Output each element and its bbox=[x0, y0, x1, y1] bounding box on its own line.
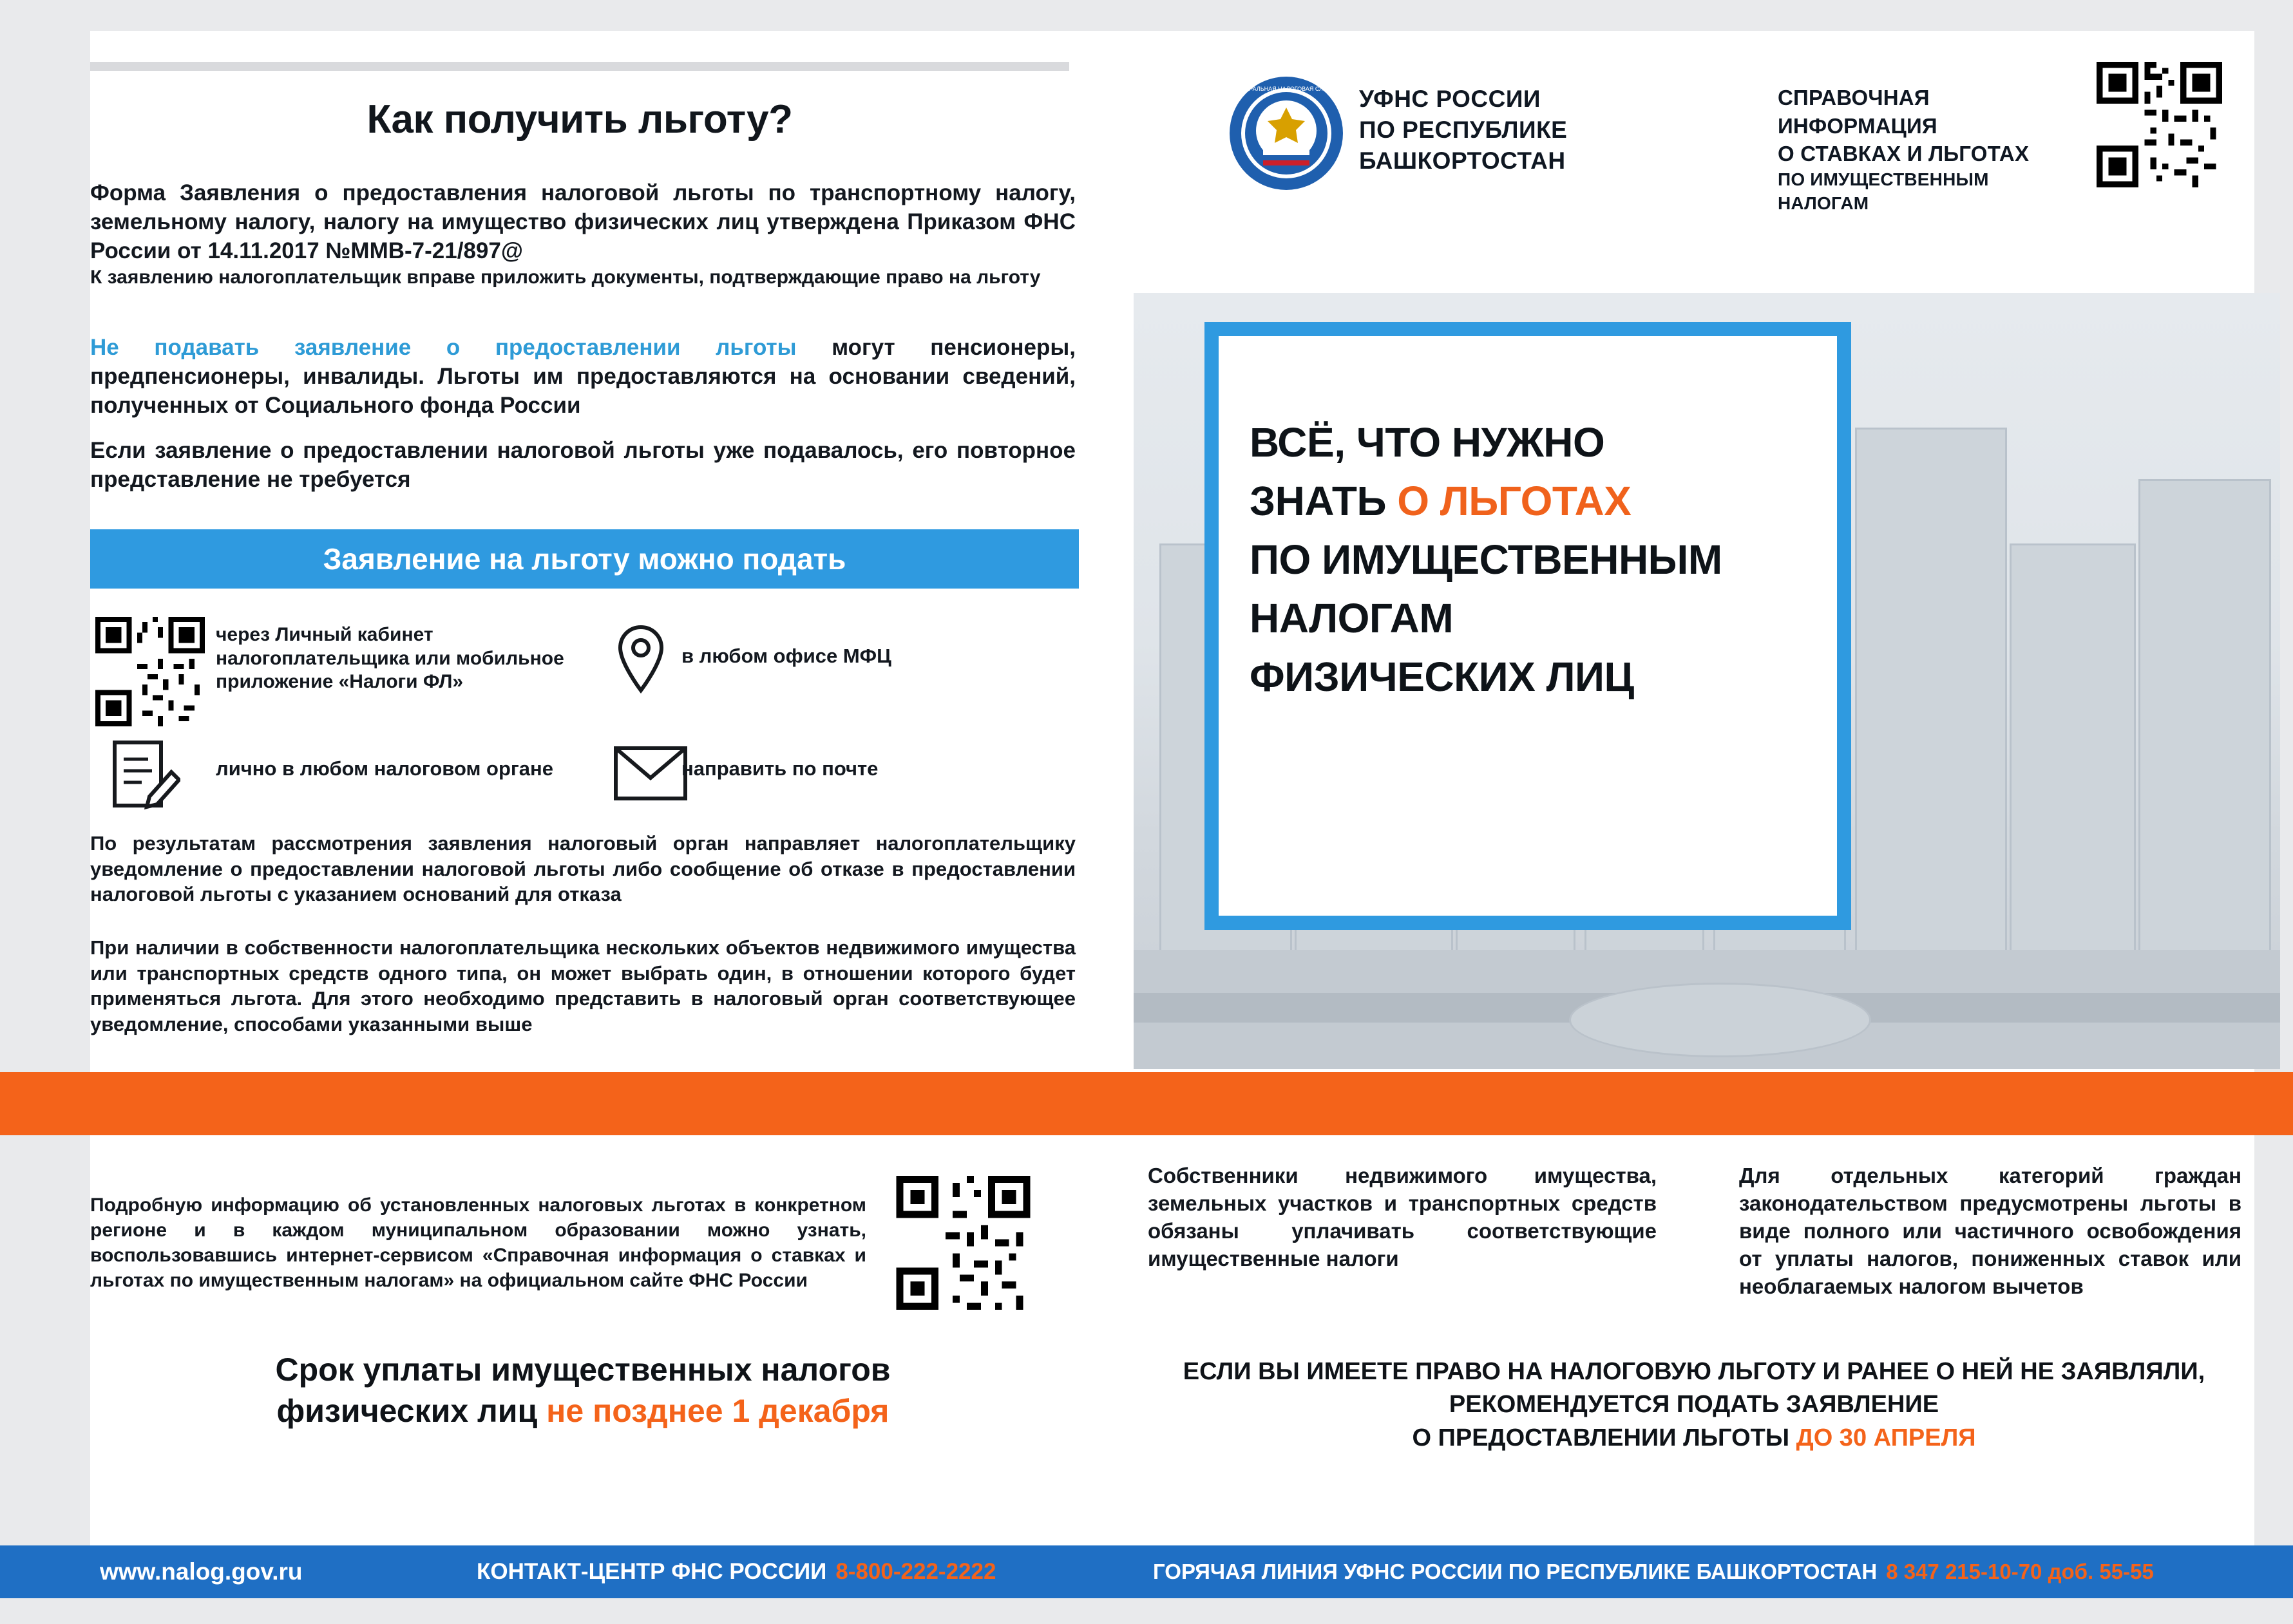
frame-bottom bbox=[0, 1598, 2293, 1624]
svg-text:ФЕДЕРАЛЬНАЯ НАЛОГОВАЯ СЛУЖБА: ФЕДЕРАЛЬНАЯ НАЛОГОВАЯ СЛУЖБА bbox=[1233, 86, 1340, 92]
fns-emblem-icon bbox=[1227, 74, 1346, 193]
method-label-lk: через Личный кабинет налогоплательщика или мобильное приложение «Налоги ФЛ» bbox=[216, 624, 564, 693]
footer-hotline bbox=[1153, 1545, 2154, 1598]
recommendation-note bbox=[1134, 1355, 2254, 1455]
building bbox=[2138, 479, 2271, 959]
hero-line-2b: О ЛЬГОТАХ bbox=[1397, 477, 1632, 524]
method-label-mfc: в любом офисе МФЦ bbox=[681, 645, 891, 667]
hero-plaza bbox=[1569, 983, 1871, 1057]
envelope-icon bbox=[612, 741, 689, 805]
section-banner-label: Заявление на льготу можно подать bbox=[323, 542, 846, 576]
paragraph-attach-documents: К заявлению налогоплательщик вправе приложить документы, подтверждающие право на льготу bbox=[90, 267, 1041, 288]
hero-line-3: ПО ИМУЩЕСТВЕННЫМ bbox=[1250, 536, 1722, 583]
hero-headline bbox=[1250, 413, 1816, 706]
reference-line-2: О СТАВКАХ И ЛЬГОТАХ bbox=[1778, 142, 2030, 166]
recommendation-line-3 bbox=[1134, 1422, 2254, 1455]
method-label-mail: направить по почте bbox=[681, 757, 879, 780]
method-label-tax-office: лично в любом налоговом органе bbox=[216, 757, 554, 780]
building bbox=[2010, 543, 2136, 959]
recommendation-line-2: РЕКОМЕНДУЕТСЯ ПОДАТЬ ЗАЯВЛЕНИЕ bbox=[1449, 1391, 1939, 1419]
lower-categories-text: Для отдельных категорий граждан законодательством предусмотрены льготы в виде полного или частичного освобождения от уплаты налогов, пониженных ставок или необлагаемых налогом вычетов bbox=[1739, 1164, 2241, 1298]
hero-text-card bbox=[1204, 322, 1851, 930]
orange-divider-band bbox=[0, 1072, 2293, 1135]
qr-code-reference-icon[interactable] bbox=[2097, 62, 2222, 187]
footer-contact-number[interactable]: 8-800-222-2222 bbox=[835, 1559, 996, 1584]
hero-line-2 bbox=[1250, 472, 1816, 531]
section-banner-submit-methods bbox=[90, 529, 1079, 589]
hero-image bbox=[1134, 293, 2280, 1069]
reference-line-1: СПРАВОЧНАЯ ИНФОРМАЦИЯ bbox=[1778, 86, 1937, 138]
payment-deadline-note bbox=[90, 1349, 1076, 1431]
lower-owners-text: Собственники недвижимого имущества, земельных участков и транспортных средств обязаны уплачивать соответствующие имущественные налоги bbox=[1148, 1164, 1657, 1270]
reference-info-title bbox=[1778, 84, 2080, 216]
frame-top bbox=[0, 0, 2293, 31]
qr-code-service-icon[interactable] bbox=[881, 1169, 1045, 1317]
map-pin-icon bbox=[615, 623, 667, 694]
paragraph-multiple-objects: При наличии в собственности налогоплательщика нескольких объектов недвижимого имущества или транспортных средств одного типа, он может выбрать один, в отношении которого будет применяться льгота. Для этого необходимо представить в налоговый орган соответствующее уведомление, способами указанными выше bbox=[90, 936, 1076, 1036]
qr-code-lk-icon[interactable] bbox=[95, 617, 205, 726]
paragraph-result-notification: По результатам рассмотрения заявления налоговый орган направляет налогоплательщику уведомление о предоставлении налоговой льготы либо сообщение об отказе в предоставлении налоговой льготы с указанием оснований для отказа bbox=[90, 832, 1076, 906]
hero-line-4: НАЛОГАМ bbox=[1250, 594, 1454, 641]
deadline-date: не позднее 1 декабря bbox=[546, 1393, 890, 1429]
footer-bar bbox=[0, 1545, 2293, 1598]
building bbox=[1855, 428, 2007, 959]
footer-hotline-number[interactable]: 8 347 215-10-70 доб. 55-55 bbox=[1886, 1560, 2154, 1583]
recommendation-line-3a: О ПРЕДОСТАВЛЕНИИ ЛЬГОТЫ bbox=[1412, 1424, 1796, 1451]
footer-hotline-label: ГОРЯЧАЯ ЛИНИЯ УФНС РОССИИ ПО РЕСПУБЛИКЕ БАШКОРТОСТАН bbox=[1153, 1560, 1878, 1583]
recommendation-deadline: ДО 30 АПРЕЛЯ bbox=[1796, 1424, 1976, 1451]
hero-line-5: ФИЗИЧЕСКИХ ЛИЦ bbox=[1250, 653, 1634, 700]
ufns-title: УФНС РОССИИ ПО РЕСПУБЛИКЕ БАШКОРТОСТАН bbox=[1359, 86, 1568, 175]
hero-line-2a: ЗНАТЬ bbox=[1250, 477, 1398, 524]
deadline-line-2 bbox=[90, 1390, 1076, 1431]
reference-line-3: ПО ИМУЩЕСТВЕННЫМ НАЛОГАМ bbox=[1778, 169, 1989, 213]
top-divider-rule bbox=[90, 62, 1069, 71]
paragraph-no-application-needed bbox=[90, 334, 1076, 420]
frame-left bbox=[0, 0, 90, 1624]
document-pen-icon bbox=[109, 737, 180, 811]
lower-info-text: Подробную информацию об установленных налоговых льготах в конкретном регионе и в каждом муниципальном образовании можно узнать, воспользовавшись интернет-сервисом «Справочная информация о ставках и льготах по имущественным налогам» на официальном сайте ФНС России bbox=[90, 1194, 866, 1291]
page-title: Как получить льготу? bbox=[366, 97, 793, 142]
paragraph-no-resubmission: Если заявление о предоставлении налоговой льготы уже подавалось, его повторное представление не требуется bbox=[90, 438, 1076, 492]
recommendation-line-1: ЕСЛИ ВЫ ИМЕЕТЕ ПРАВО НА НАЛОГОВУЮ ЛЬГОТУ И РАНЕЕ О НЕЙ НЕ ЗАЯВЛЯЛИ, bbox=[1183, 1358, 2205, 1385]
footer-website-link[interactable]: www.nalog.gov.ru bbox=[100, 1558, 303, 1585]
hero-line-1: ВСЁ, ЧТО НУЖНО bbox=[1250, 419, 1605, 466]
deadline-line-1: Срок уплаты имущественных налогов bbox=[275, 1352, 891, 1388]
paragraph-form-approval: Форма Заявления о предоставления налоговой льготы по транспортному налогу, земельному налогу, налогу на имущество физических лиц утверждена Приказом ФНС России от 14.11.2017 №ММВ-7-21/897@ bbox=[90, 180, 1076, 263]
footer-contact-label: КОНТАКТ-ЦЕНТР ФНС РОССИИ bbox=[477, 1559, 827, 1584]
paragraph-no-application-rest: могут пенсионеры, предпенсионеры, инвалиды. Льготы им предоставляются на основании сведений, полученных от Социального фонда России bbox=[90, 335, 1076, 418]
footer-contact-center bbox=[477, 1545, 996, 1598]
highlight-no-application: Не подавать заявление о предоставлении льготы bbox=[90, 335, 797, 360]
deadline-line-2a: физических лиц bbox=[276, 1393, 547, 1429]
